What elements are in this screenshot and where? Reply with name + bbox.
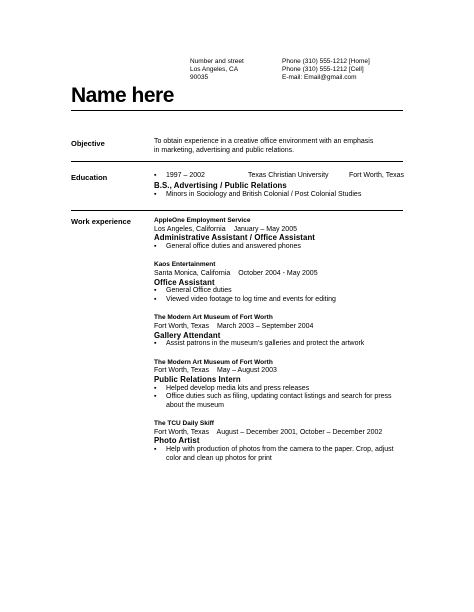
job-title: Administrative Assistant / Office Assistant — [154, 233, 316, 243]
education-degree: B.S., Advertising / Public Relations — [154, 180, 287, 190]
bullet-icon: ▪ — [154, 242, 157, 250]
bullet-icon: ▪ — [154, 340, 157, 348]
duty-item — [154, 393, 404, 410]
job-city: Santa Monica, California — [154, 269, 231, 277]
employer: The Modern Art Museum of Fort Worth — [154, 358, 273, 366]
address-block — [190, 58, 244, 83]
duty-text: Help with production of photos from the camera to the paper. Crop, adjust color and clean up photos for print — [166, 446, 394, 462]
job-dates: August – December 2001, October – December 2002 — [216, 428, 383, 436]
employer: Kaos Entertainment — [154, 261, 216, 269]
duty-item — [154, 243, 404, 252]
bullet-icon: ▪ — [154, 172, 157, 179]
job-city: Fort Worth, Texas — [154, 367, 209, 375]
duty-item — [154, 287, 404, 296]
name-heading: Name here — [71, 84, 174, 107]
objective-label: Objective — [71, 139, 105, 148]
bullet-icon: ▪ — [154, 191, 157, 199]
job-city: Los Angeles, California — [154, 225, 226, 233]
street: Number and street — [190, 58, 244, 65]
employer: AppleOne Employment Service — [154, 217, 251, 224]
zip: 90035 — [190, 74, 209, 82]
employer: The TCU Daily Skiff — [154, 420, 214, 428]
bullet-icon: ▪ — [154, 295, 157, 303]
duty-text: General Office duties — [166, 287, 232, 295]
education-row — [154, 172, 404, 181]
objective-text — [154, 138, 404, 155]
bullet-icon: ▪ — [154, 446, 157, 454]
phone-email-block — [282, 58, 370, 83]
objective-line: in marketing, advertising and public relations. — [154, 146, 295, 154]
duty-text: General office duties and answered phones — [166, 242, 301, 250]
duty-item — [154, 446, 404, 463]
duty-text: Viewed video footage to log time and events for editing — [166, 295, 336, 303]
email: E-mail: Email@gmail.com — [282, 74, 357, 82]
education-school: Texas Christian University — [248, 172, 329, 179]
duty-text: Helped develop media kits and press releases — [166, 384, 310, 392]
duty-item — [154, 385, 404, 394]
phone-cell: Phone (310) 555-1212 [Cell] — [282, 66, 364, 74]
education-section — [154, 172, 404, 200]
divider — [71, 161, 403, 162]
phone-home: Phone (310) 555-1212 [Home] — [282, 58, 370, 65]
objective-line: To obtain experience in a creative office environment with an emphasis — [154, 138, 374, 145]
education-city: Fort Worth, Texas — [349, 172, 404, 179]
divider — [71, 110, 403, 111]
duty-text: Assist patrons in the museum’s galleries and protect the artwork — [166, 340, 365, 348]
education-minor — [154, 191, 404, 200]
divider — [71, 210, 403, 211]
job-title: Photo Artist — [154, 436, 200, 446]
work-label: Work experience — [71, 217, 131, 226]
employer: The Modern Art Museum of Fort Worth — [154, 314, 273, 322]
job-dates: October 2004 - May 2005 — [238, 269, 318, 277]
job-city: Fort Worth, Texas — [154, 322, 209, 330]
duty-item — [154, 340, 404, 349]
duty-item — [154, 296, 404, 305]
bullet-icon: ▪ — [154, 393, 157, 401]
minor-text: Minors in Sociology and British Colonial / Post Colonial Studies — [166, 191, 362, 199]
bullet-icon: ▪ — [154, 287, 157, 295]
duty-text: Office duties such as filing, updating contact listings and search for press about the museum — [166, 393, 392, 409]
bullet-icon: ▪ — [154, 384, 157, 392]
education-label: Education — [71, 173, 108, 182]
job-title: Gallery Attendant — [154, 330, 221, 340]
job-city: Fort Worth, Texas — [154, 428, 209, 436]
job-title: Public Relations Intern — [154, 374, 241, 384]
city: Los Angeles, CA — [190, 66, 239, 74]
work-section — [154, 217, 404, 463]
job-dates: May – August 2003 — [216, 367, 277, 375]
job-dates: March 2003 – September 2004 — [216, 322, 314, 330]
education-years: 1997 – 2002 — [166, 172, 205, 179]
job-title: Office Assistant — [154, 277, 215, 287]
job-dates: January – May 2005 — [233, 225, 297, 233]
